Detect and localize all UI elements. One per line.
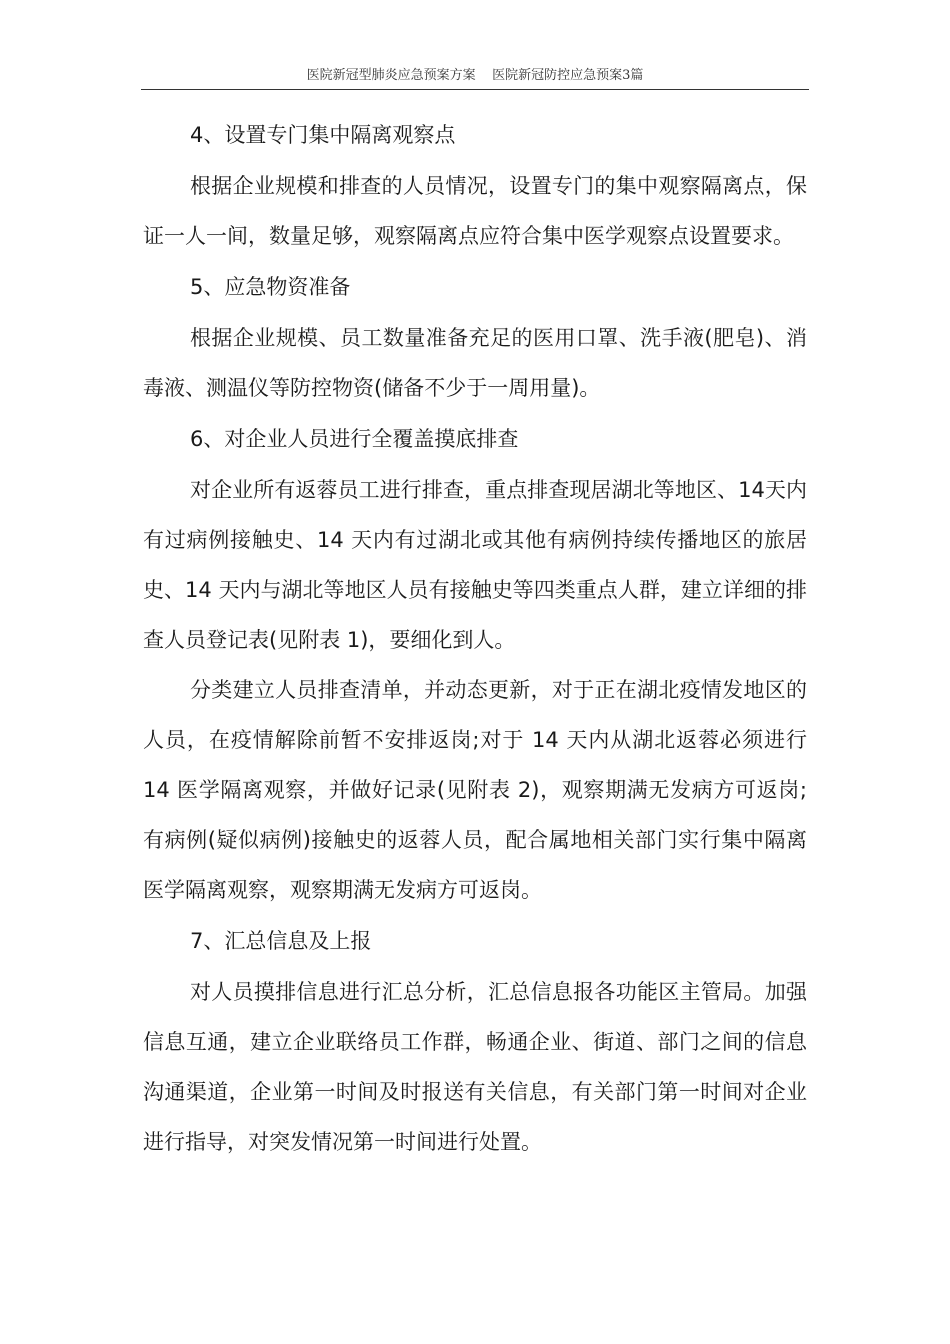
section-paragraph: 对人员摸排信息进行汇总分析，汇总信息报各功能区主管局。加强信息互通，建立企业联络员工作群，畅通企业、街道、部门之间的信息沟通渠道，企业第一时间及时报送有关信息，有关部门第一时间对企业进行指导，对突发情况第一时间进行处置。 xyxy=(143,980,807,1154)
section-heading: 5、应急物资准备 xyxy=(190,275,351,299)
document-body xyxy=(143,109,807,1167)
page-header: 医院新冠型肺炎应急预案方案 医院新冠防控应急预案3篇 xyxy=(141,68,809,90)
section-heading: 7、汇总信息及上报 xyxy=(190,929,372,953)
section-paragraph: 分类建立人员排查清单，并动态更新，对于正在湖北疫情发地区的人员，在疫情解除前暂不安排返岗;对于 14 天内从湖北返蓉必须进行 14 医学隔离观察，并做好记录(见附表 2)，观察期满无发病方可返岗;有病例(疑似病例)接触史的返蓉人员，配合属地相关部门实行集中隔离医学隔离观察，观察期满无发病方可返岗。 xyxy=(143,678,807,902)
section-paragraph: 根据企业规模和排查的人员情况，设置专门的集中观察隔离点，保证一人一间，数量足够，观察隔离点应符合集中医学观察点设置要求。 xyxy=(143,174,807,248)
section-heading: 6、对企业人员进行全覆盖摸底排查 xyxy=(190,427,519,451)
section-paragraph: 根据企业规模、员工数量准备充足的医用口罩、洗手液(肥皂)、消毒液、测温仪等防控物资(储备不少于一周用量)。 xyxy=(143,326,807,400)
section-heading: 4、设置专门集中隔离观察点 xyxy=(190,123,456,147)
section-paragraph: 对企业所有返蓉员工进行排查，重点排查现居湖北等地区、14天内有过病例接触史、14 天内有过湖北或其他有病例持续传播地区的旅居史、14 天内与湖北等地区人员有接触史等四类重点人群，建立详细的排查人员登记表(见附表 1)，要细化到人。 xyxy=(143,478,807,652)
